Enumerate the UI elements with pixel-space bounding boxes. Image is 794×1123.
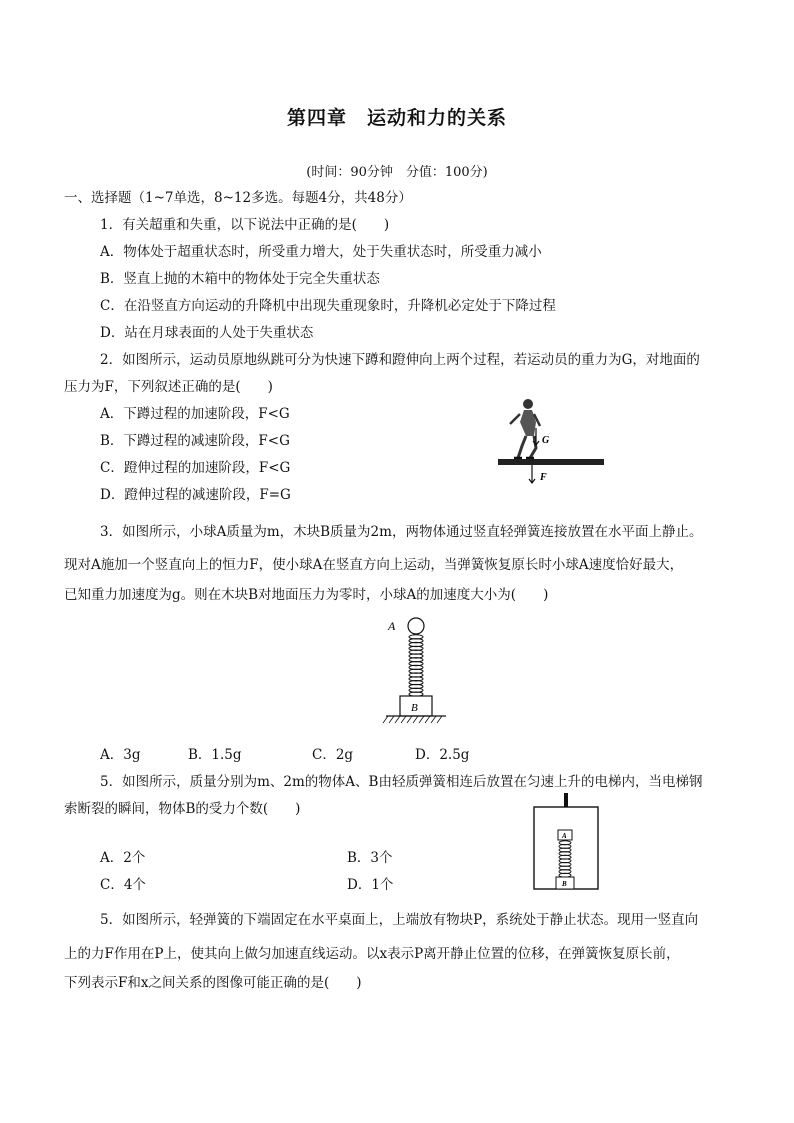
spring-ball-figure [382, 612, 464, 734]
q2-stem-line2: 压力为F，下列叙述正确的是( ) [64, 379, 273, 395]
q2-option-a: A．下蹲过程的加速阶段，F<G [100, 406, 290, 422]
q5b-stem-line2: 上的力F作用在P上，使其向上做匀加速直线运动。以x表示P离开静止位置的位移，在弹簧恢复原长前， [64, 946, 680, 962]
label-f: F [540, 472, 547, 483]
q3-option-b: B．1.5g [188, 747, 242, 763]
label-b: B [562, 880, 567, 888]
q3-option-a: A．3g [100, 747, 141, 763]
elevator-cable [564, 793, 568, 807]
label-g: G [542, 435, 550, 446]
q1-option-a: A．物体处于超重状态时，所受重力增大，处于失重状态时，所受重力减小 [100, 244, 542, 260]
q1-option-b: B．竖直上抛的木箱中的物体处于完全失重状态 [100, 271, 380, 287]
q2-option-c: C．蹬伸过程的加速阶段，F<G [100, 460, 291, 476]
spring [409, 635, 423, 696]
q3-stem-line3: 已知重力加速度为g。则在木块B对地面压力为零时，小球A的加速度大小为( ) [64, 587, 549, 603]
q1-option-d: D．站在月球表面的人处于失重状态 [100, 325, 314, 341]
q5a-option-c: C．4个 [100, 877, 146, 893]
jumper-figure [496, 392, 606, 487]
q5a-stem-line2: 索断裂的瞬间，物体B的受力个数( ) [64, 801, 301, 817]
label-b: B [411, 702, 418, 714]
q3-stem-line2: 现对A施加一个竖直向上的恒力F，使小球A在竖直方向上运动，当弹簧恢复原长时小球A速度恰好最大， [64, 557, 684, 573]
page-title: 第四章 运动和力的关系 [286, 107, 507, 129]
q2-option-d: D．蹬伸过程的减速阶段，F=G [100, 487, 291, 503]
ball-a [408, 618, 424, 634]
platform [498, 459, 604, 465]
q2-stem-line1: 2．如图所示，运动员原地纵跳可分为快速下蹲和蹬伸向上两个过程，若运动员的重力为G，对地面的 [100, 352, 700, 368]
q2-option-b: B．下蹲过程的减速阶段，F<G [100, 433, 290, 449]
q5a-option-a: A．2个 [100, 850, 146, 866]
q5b-stem-line1: 5．如图所示，轻弹簧的下端固定在水平桌面上，上端放有物块P，系统处于静止状态。现用一竖直向 [100, 912, 699, 928]
q5a-option-d: D．1个 [347, 877, 394, 893]
label-a: A [562, 832, 567, 840]
exam-meta: (时间：90分钟 分值：100分) [306, 165, 488, 180]
q3-option-d: D．2.5g [415, 747, 470, 763]
label-a: A [388, 619, 396, 633]
ground-hatch [383, 716, 442, 723]
q1-option-c: C．在沿竖直方向运动的升降机中出现失重现象时，升降机必定处于下降过程 [100, 298, 556, 314]
q5a-stem-line1: 5．如图所示，质量分别为m、2m的物体A、B由轻质弹簧相连后放置在匀速上升的电梯内，当电梯钢 [100, 774, 703, 790]
q5b-stem-line3: 下列表示F和x之间关系的图像可能正确的是( ) [64, 975, 362, 991]
q3-option-c: C．2g [312, 747, 354, 763]
q5a-option-b: B．3个 [347, 850, 393, 866]
elevator-figure [530, 793, 600, 893]
q3-stem-line1: 3．如图所示，小球A质量为m，木块B质量为2m，两物体通过竖直轻弹簧连接放置在水平面上静止。 [100, 524, 703, 540]
q1-stem: 1．有关超重和失重，以下说法中正确的是( ) [100, 217, 390, 233]
section-heading: 一、选择题（1~7单选，8~12多选。每题4分，共48分） [64, 190, 412, 206]
